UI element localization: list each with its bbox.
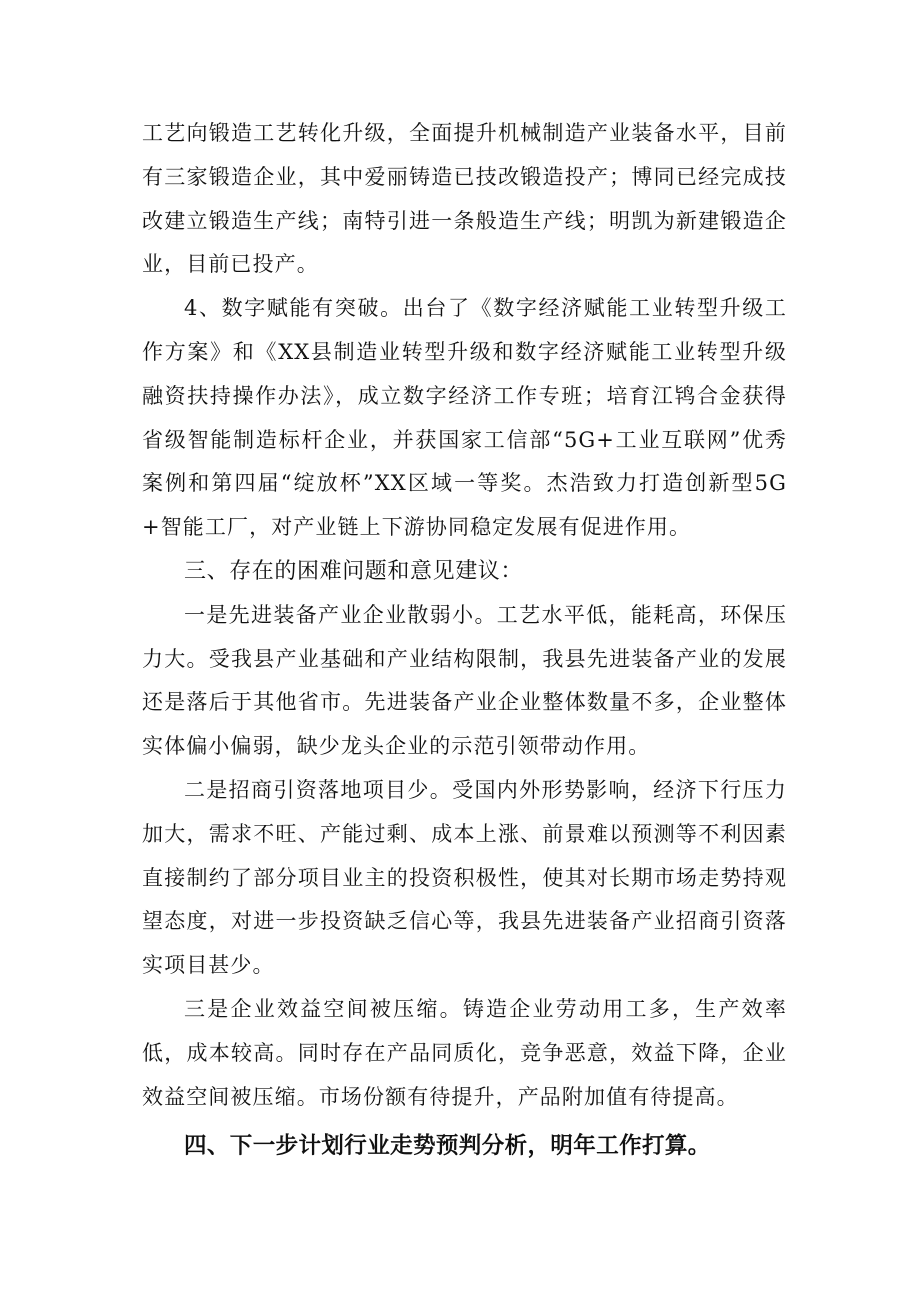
section-heading-next-steps: 四、下一步计划行业走势预判分析，明年工作打算。: [184, 1133, 711, 1160]
section-heading-difficulties: 三、存在的困难问题和意见建议：: [184, 558, 524, 584]
paragraph-digital-empowerment: 4、数字赋能有突破。出台了《数字经济赋能工业转型升级工作方案》和《XX县制造业转型升级和数字经济赋能工业转型升级融资扶持操作办法》，成立数字经济工作专班；培育江鸨合金获得省级智能制造标杆企业，并获国家工信部“5G+工业互联网”优秀案例和第四届“绽放杯”XX区域一等奖。杰浩致力打造创新型5G+智能工厂，对产业链上下游协同稳定发展有促进作用。: [142, 296, 787, 540]
document-body: [142, 112, 787, 1169]
paragraph-problem-one: 一是先进装备产业企业散弱小。工艺水平低，能耗高，环保压力大。受我县产业基础和产业结构限制，我县先进装备产业的发展还是落后于其他省市。先进装备产业企业整体数量不多，企业整体实体偏小偏弱，缺少龙头企业的示范引领带动作用。: [142, 602, 787, 759]
paragraph-forging-upgrade: 工艺向锻造工艺转化升级，全面提升机械制造产业装备水平，目前有三家锻造企业，其中爱丽铸造已技改锻造投产；博同已经完成技改建立锻造生产线；南特引进一条般造生产线；明凯为新建锻造企业，目前已投产。: [142, 121, 787, 277]
paragraph-problem-three: 三是企业效益空间被压缩。铸造企业劳动用工多，生产效率低，成本较高。同时存在产品同质化，竞争恶意，效益下降，企业效益空间被压缩。市场份额有待提升，产品附加值有待提高。: [142, 996, 787, 1109]
paragraph-problem-two: 二是招商引资落地项目少。受国内外形势影响，经济下行压力加大，需求不旺、产能过剩、成本上涨、前景难以预测等不利因素直接制约了部分项目业主的投资积极性，使其对长期市场走势持观望态度，对进一步投资缺乏信心等，我县先进装备产业招商引资落实项目甚少。: [142, 777, 787, 978]
